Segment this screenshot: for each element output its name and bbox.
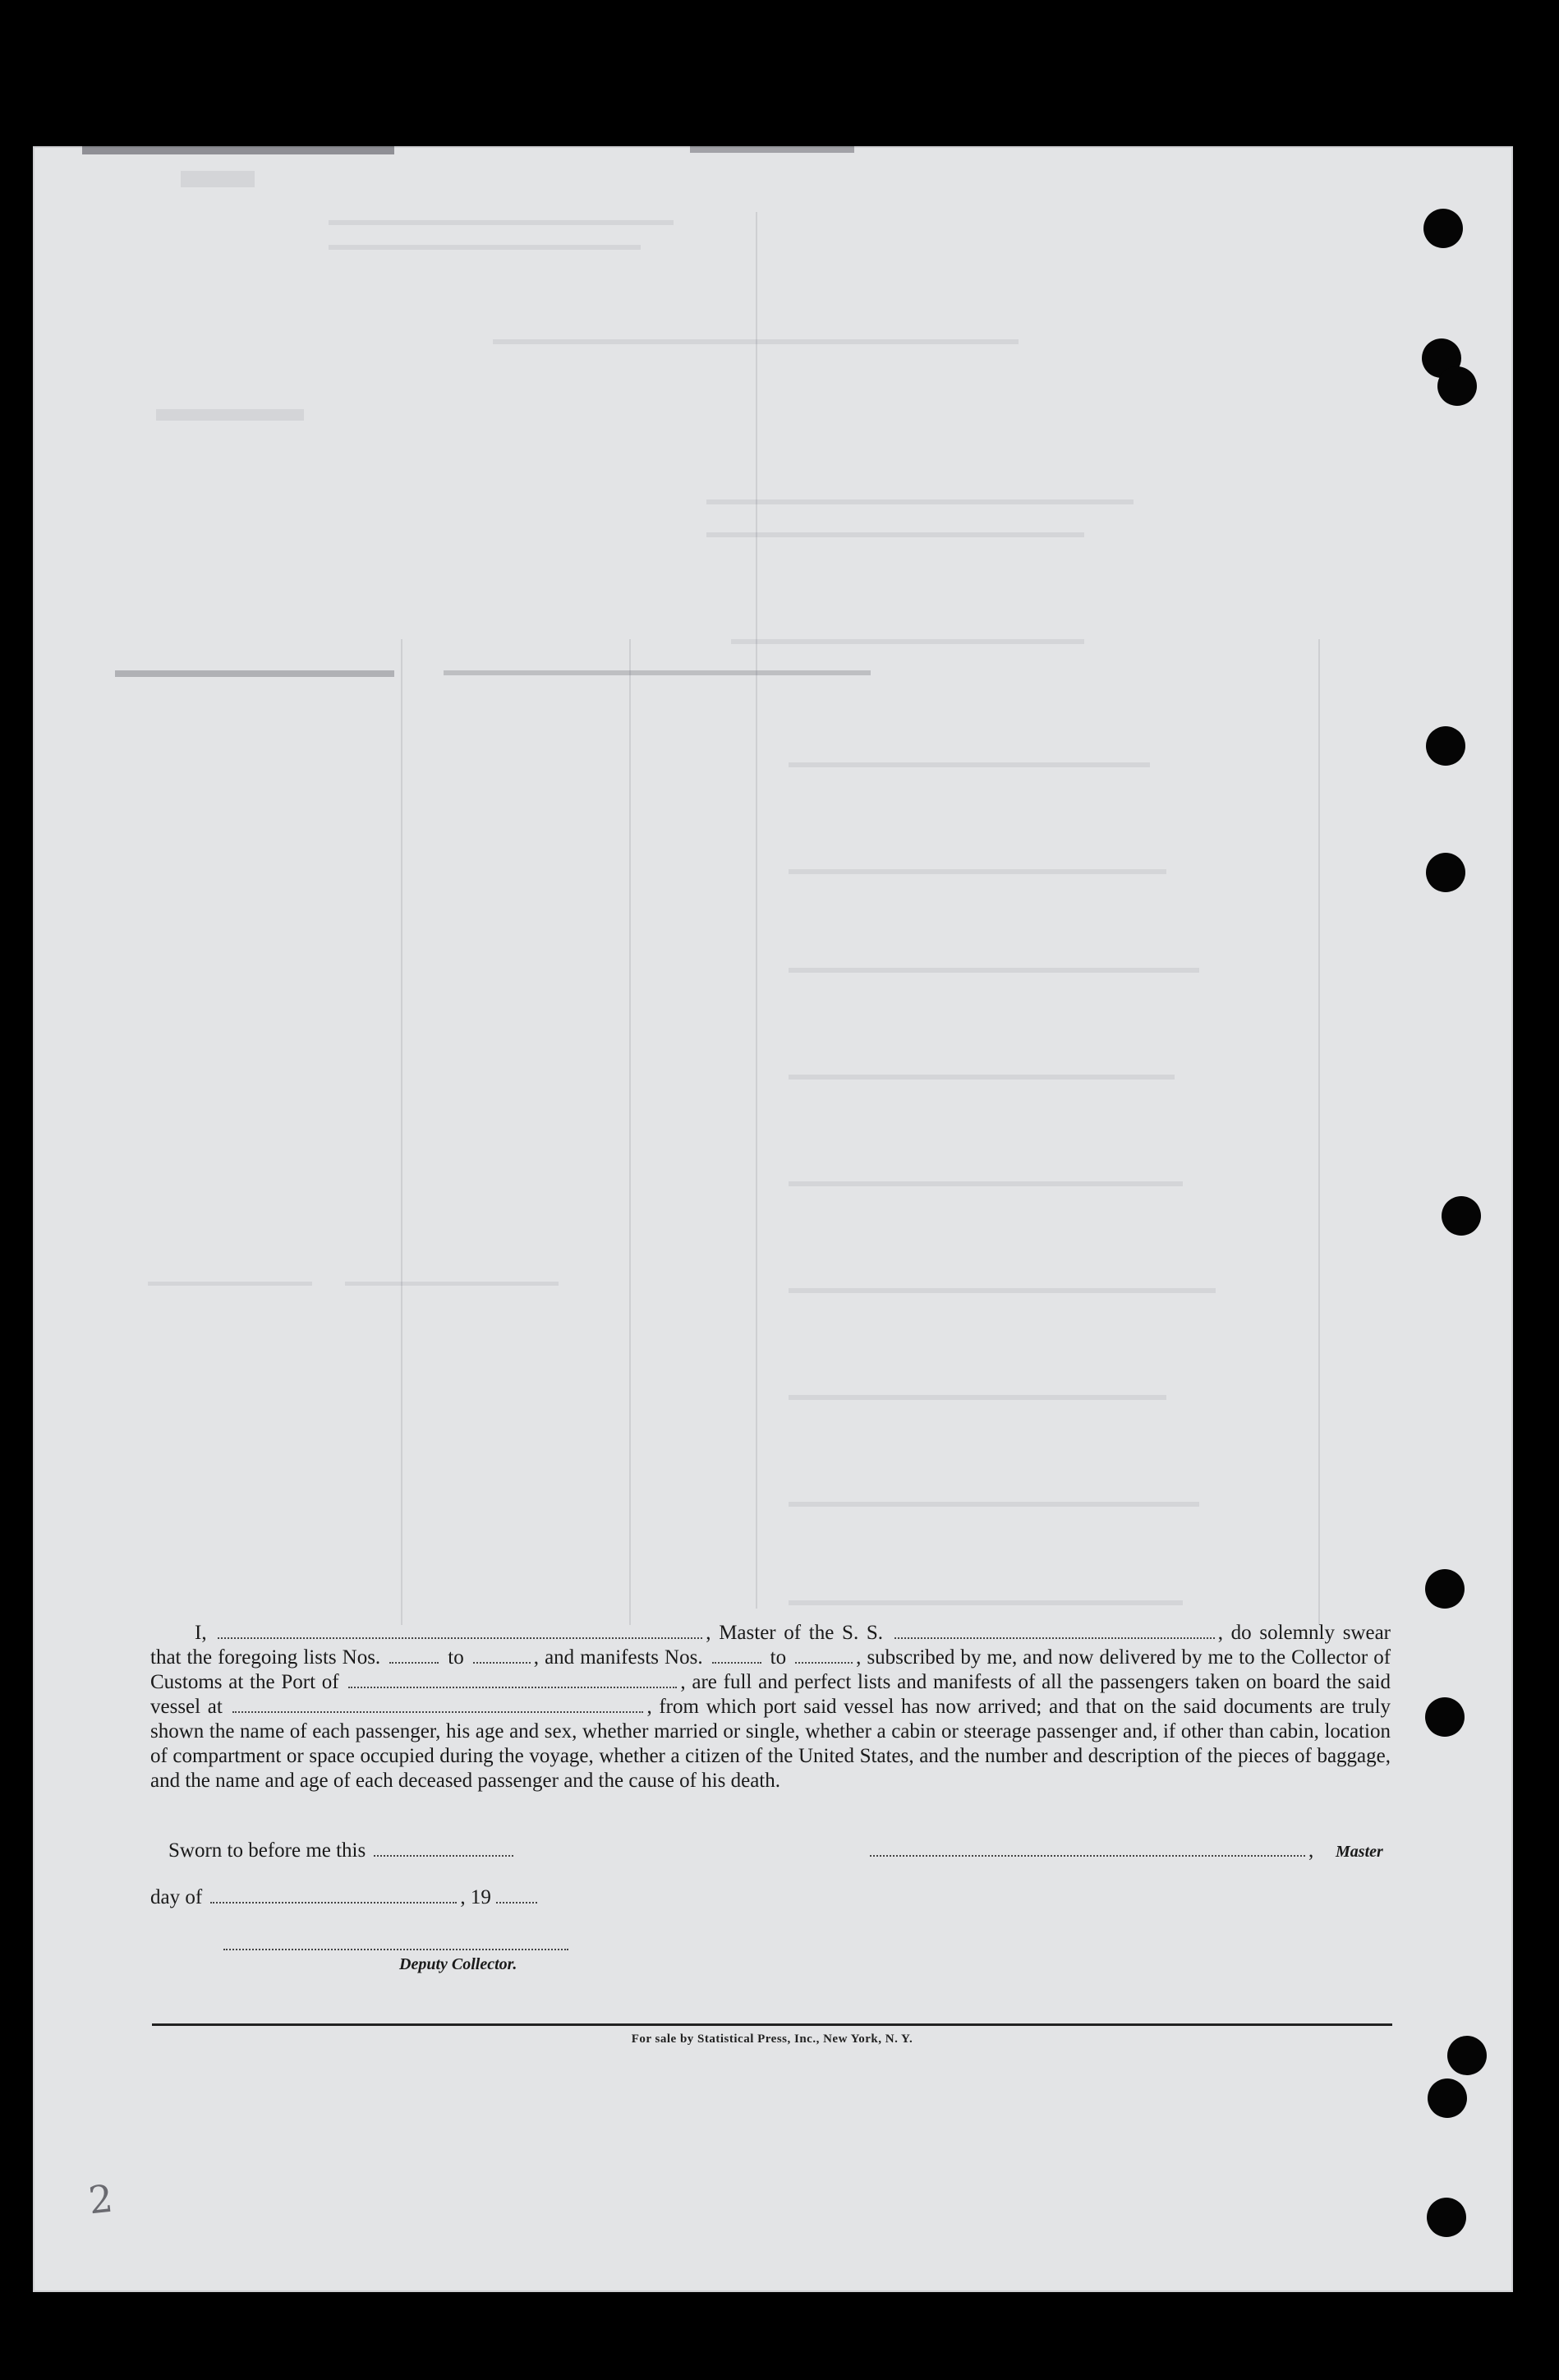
oath-text: , are full and perfect lists and manifests of all the passengers taken on board the said vessel at: [150, 1671, 1391, 1718]
bleed-through-mark: [329, 245, 641, 250]
punch-hole: [1437, 366, 1477, 406]
port-blank: [348, 1670, 677, 1688]
vessel-name-blank: [894, 1621, 1215, 1639]
day-of-row: [150, 1885, 540, 1909]
oath-text: , and manifests Nos.: [533, 1646, 703, 1669]
bleed-through-mark: [789, 762, 1150, 767]
footer-rule: [152, 2023, 1392, 2026]
sworn-label: Sworn to before me this: [168, 1839, 366, 1862]
year-blank: [496, 1885, 537, 1904]
bleed-through-mark: [789, 1075, 1175, 1080]
master-signature-blank: [870, 1839, 1305, 1857]
oath-text: , Master of the S. S.: [706, 1622, 884, 1644]
master-name-blank: [218, 1621, 702, 1639]
punch-hole: [1428, 2078, 1467, 2118]
oath-text: swear that the foregoing lists Nos.: [150, 1622, 1391, 1669]
master-comma: ,: [1308, 1839, 1314, 1862]
sworn-row: [168, 1839, 517, 1862]
master-signature-row: [867, 1839, 1313, 1862]
bleed-through-mark: [789, 1395, 1166, 1400]
bleed-through-mark: [789, 1502, 1199, 1507]
bleed-through-mark: [156, 409, 304, 421]
bleed-through-mark: [789, 1181, 1183, 1186]
punch-hole: [1427, 2198, 1466, 2237]
bleed-through-mark: [115, 670, 394, 677]
punch-hole: [1447, 2036, 1487, 2075]
departure-port-blank: [232, 1695, 643, 1713]
punch-hole: [1426, 853, 1465, 892]
oath-text: to: [770, 1646, 787, 1669]
oath-text: , from which port said vessel has now arrived; and that on the said documents are truly shown the name of each passenger, his age and sex, whether married or single, whether a cabin or steerage passenger and, if other than cabin, location of compartment or space occupied during the voyage, whether a citizen of the United States, and the number and description of the pieces of baggage, and the name and age of each deceased passenger and the cause of his death.: [150, 1696, 1391, 1792]
bleed-through-mark: [329, 220, 674, 225]
year-prefix: , 19: [460, 1886, 491, 1908]
manifest-from-blank: [712, 1646, 761, 1664]
day-label: day of: [150, 1886, 203, 1908]
punch-hole: [1426, 726, 1465, 766]
bleed-through-rule: [1318, 639, 1320, 1625]
bleed-through-mark: [789, 1288, 1216, 1293]
oath-text: , subscribed by me, and now delivered by me to the Collector of Customs at the Port of: [150, 1646, 1391, 1693]
document-sheet: [33, 146, 1513, 2292]
bleed-through-mark: [82, 146, 394, 154]
deputy-signature-blank: [223, 1932, 568, 1950]
bleed-through-mark: [181, 171, 255, 187]
oath-text: I,: [195, 1622, 207, 1644]
oath-text: , do solemnly: [1217, 1622, 1335, 1644]
bleed-through-mark: [690, 146, 854, 153]
bleed-through-mark: [731, 639, 1084, 644]
bleed-through-mark: [706, 499, 1134, 504]
day-blank: [210, 1885, 457, 1904]
punch-hole: [1423, 209, 1463, 248]
punch-hole: [1425, 1697, 1465, 1737]
manifest-to-blank: [795, 1646, 853, 1664]
bleed-through-rule: [629, 639, 631, 1625]
bleed-through-mark: [789, 968, 1199, 973]
bleed-through-mark: [148, 1282, 312, 1286]
publisher-note: For sale by Statistical Press, Inc., New York, N. Y.: [631, 2032, 913, 2046]
bleed-through-rule: [401, 639, 402, 1625]
punch-hole: [1442, 1196, 1481, 1236]
sworn-date-blank: [374, 1839, 513, 1857]
list-from-blank: [389, 1646, 439, 1664]
deputy-signature-row: [220, 1932, 572, 1956]
bleed-through-mark: [789, 869, 1166, 874]
master-label: Master: [1336, 1843, 1383, 1861]
bleed-through-rule: [756, 212, 757, 1609]
bleed-through-mark: [789, 1600, 1183, 1605]
deputy-collector-label: Deputy Collector.: [399, 1955, 517, 1973]
handwritten-mark: 2: [86, 2175, 116, 2223]
master-oath: [150, 1621, 1391, 1793]
list-to-blank: [473, 1646, 531, 1664]
bleed-through-mark: [444, 670, 871, 675]
punch-hole: [1425, 1569, 1465, 1609]
oath-text: to: [448, 1646, 464, 1669]
bleed-through-mark: [706, 532, 1084, 537]
bleed-through-mark: [345, 1282, 559, 1286]
